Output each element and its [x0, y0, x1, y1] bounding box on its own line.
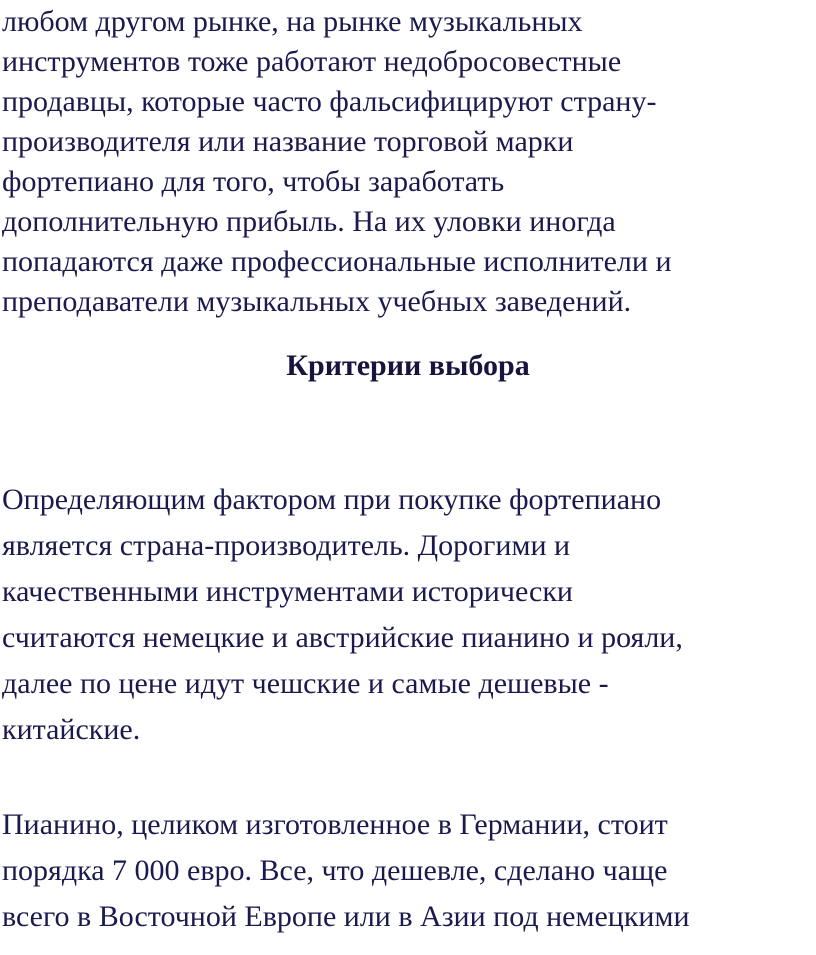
paragraph-country: Определяющим фактором при покупке фортепиано является страна-производитель. Дорогими и качественными инструментами исторически считаются немецкие и австрийские пианино и рояли, далее по цене идут чешские и самые дешевые - китайские.	[2, 483, 683, 746]
paragraph-price: Пианино, целиком изготовленное в Германии, стоит порядка 7 000 евро. Все, что дешевле, сделано чаще всего в Восточной Европе или в Азии под немецкими	[2, 808, 690, 933]
paragraph-intro: любом другом рынке, на рынке музыкальных инструментов тоже работают недобросовестные продавцы, которые часто фальсифицируют страну- производителя или название торговой марки фортепиано для того, чтобы заработать дополнительную прибыль. На их уловки иногда попадаются даже профессиональные исполнители и преподаватели музыкальных учебных заведений.	[2, 5, 672, 318]
section-heading: Критерии выбора	[286, 349, 530, 382]
